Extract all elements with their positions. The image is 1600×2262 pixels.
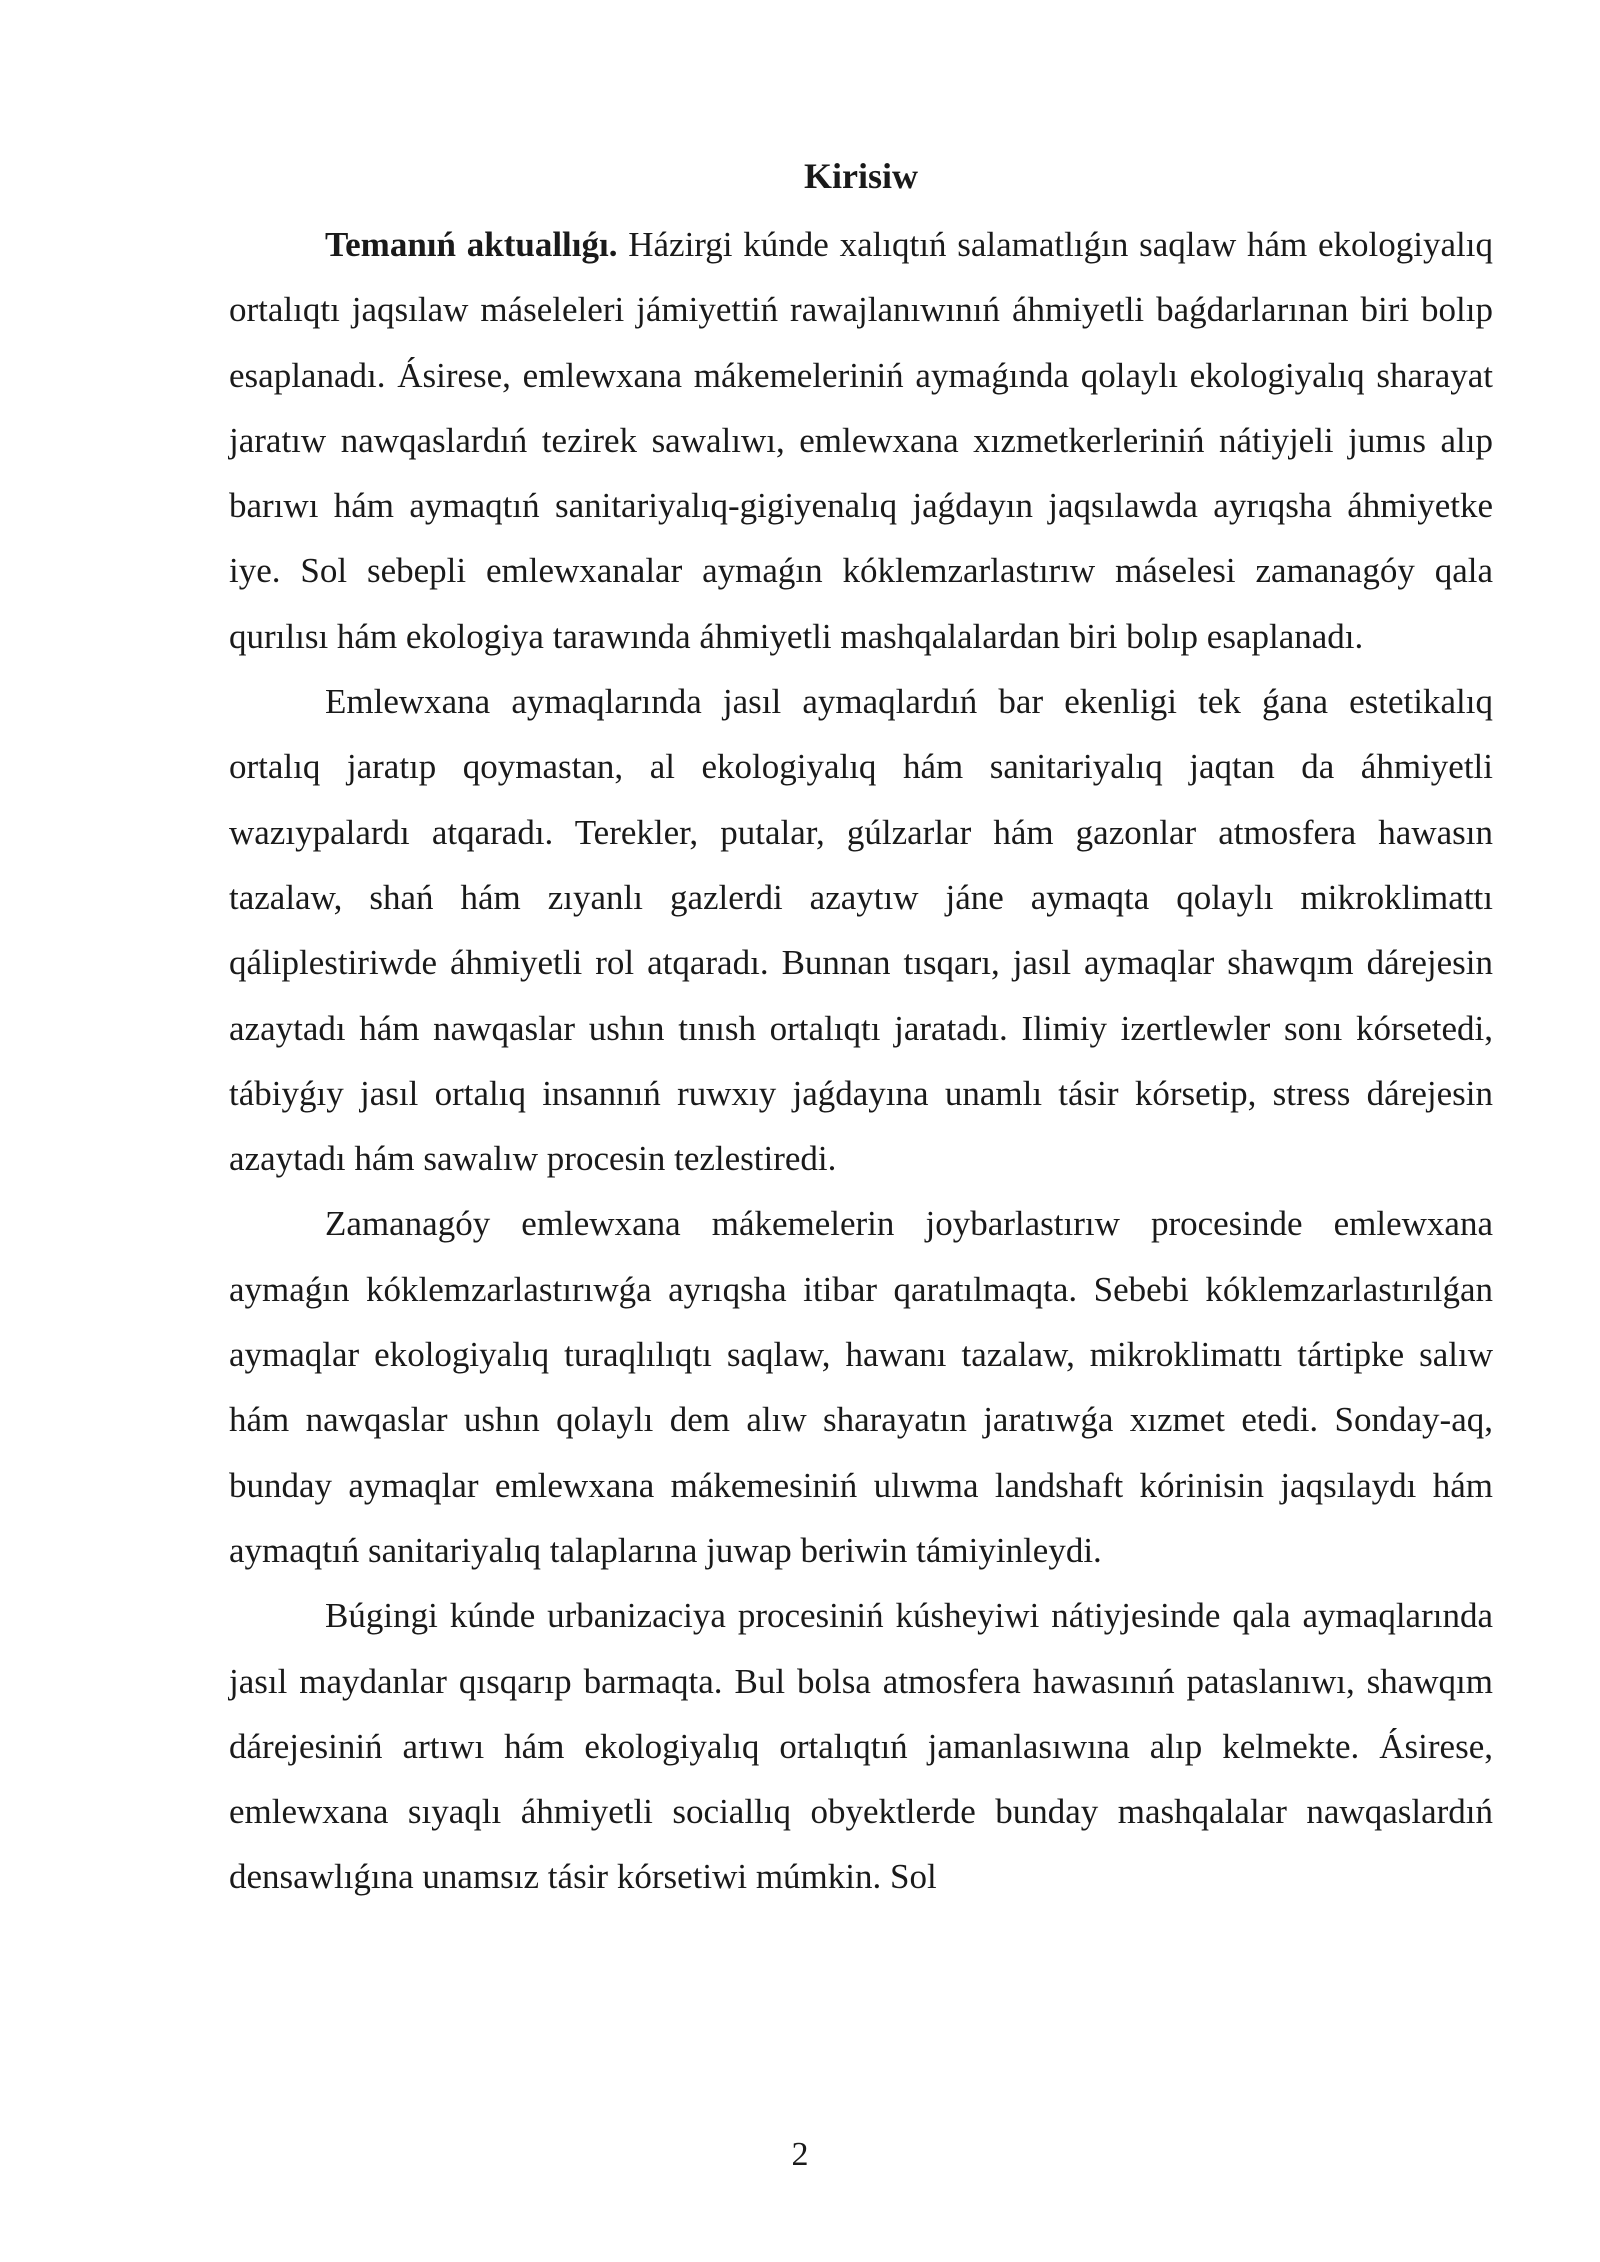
paragraph-text: Házirgi kúnde xalıqtıń salamatlıǵın saqlaw hám ekologiyalıq ortalıqtı jaqsılaw máseleleri jámiyettiń rawajlanıwınıń áhmiyetli baǵdarlarınan biri bolıp esaplanadı. Ásirese, emlewxana mákemeleriniń aymaǵında qolaylı ekologiyalıq sharayat jaratıw nawqaslardıń tezirek sawalıwı, emlewxana xızmetkerleriniń nátiyjeli jumıs alıp barıwı hám aymaqtıń sanitariyalıq-gigiyenalıq jaǵdayın jaqsılawda ayrıqsha áhmiyetke iye. Sol sebepli emlewxanalar aymaǵın kóklemzarlastırıw máselesi zamanagóy qala qurılısı hám ekologiya tarawında áhmiyetli mashqalalardan biri bolıp esaplanadı. xyxy=(229,225,1493,656)
paragraph-1 xyxy=(229,212,1493,669)
paragraph-2 xyxy=(229,669,1493,1191)
page-number: 2 xyxy=(791,2136,809,2173)
paragraph-text: Emlewxana aymaqlarında jasıl aymaqlardıń bar ekenligi tek ǵana estetikalıq ortalıq jaratıp qoymastan, al ekologiyalıq hám sanitariyalıq jaqtan da áhmiyetli wazıypalardı atqaradı. Terekler, putalar, gúlzarlar hám gazonlar atmosfera hawasın tazalaw, shań hám zıyanlı gazlerdi azaytıw jáne aymaqta qolaylı mikroklimattı qáliplestiriwde áhmiyetli rol atqaradı. Bunnan tısqarı, jasıl aymaqlar shawqım dárejesin azaytadı hám nawqaslar ushın tınısh ortalıqtı jaratadı. Ilimiy izertlewler sonı kórsetedi, tábiyǵıy jasıl ortalıq insannıń ruwxıy jaǵdayına unamlı tásir kórsetip, stress dárejesin azaytadı hám sawalıw procesin tezlestiredi. xyxy=(229,682,1493,1179)
paragraph-text: Búgingi kúnde urbanizaciya procesiniń kúsheyiwi nátiyjesinde qala aymaqlarında jasıl maydanlar qısqarıp barmaqta. Bul bolsa atmosfera hawasınıń pataslanıwı, shawqım dárejesiniń artıwı hám ekologiyalıq ortalıqtıń jamanlasıwına alıp kelmekte. Ásirese, emlewxana sıyaqlı áhmiyetli sociallıq obyektlerde bunday mashqalalar nawqaslardıń densawlıǵına unamsız tásir kórsetiwi múmkin. Sol xyxy=(229,1596,1493,1897)
paragraph-3 xyxy=(229,1191,1493,1583)
document-page xyxy=(229,150,1493,1910)
paragraph-text: Zamanagóy emlewxana mákemelerin joybarlastırıw procesinde emlewxana aymaǵın kóklemzarlastırıwǵa ayrıqsha itibar qaratılmaqta. Sebebi kóklemzarlastırılǵan aymaqlar ekologiyalıq turaqlılıqtı saqlaw, hawanı tazalaw, mikroklimattı tártipke salıw hám nawqaslar ushın qolaylı dem alıw sharayatın jaratıwǵa xızmet etedi. Sonday-aq, bunday aymaqlar emlewxana mákemesiniń ulıwma landshaft kórinisin jaqsılaydı hám aymaqtıń sanitariyalıq talaplarına juwap beriwin támiyinleydi. xyxy=(229,1204,1493,1570)
paragraph-4 xyxy=(229,1583,1493,1909)
section-heading: Kirisiw xyxy=(804,156,918,196)
paragraph-lead: Temanıń aktuallıǵı. xyxy=(325,225,618,264)
